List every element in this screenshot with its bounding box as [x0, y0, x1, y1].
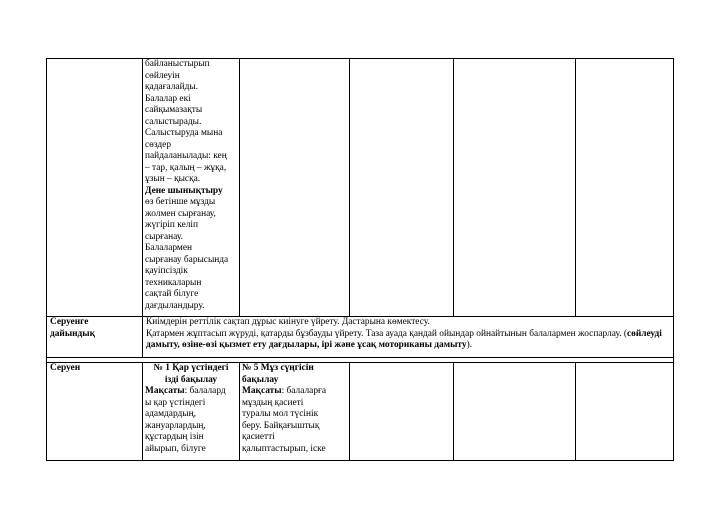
- empty-cell: [576, 59, 674, 317]
- text-line: сақтай білуге: [145, 289, 199, 299]
- activity-text: [145, 59, 237, 186]
- empty-cell: [47, 59, 143, 317]
- activity-description-cell: [143, 59, 240, 317]
- text-line: : балаларға: [281, 386, 327, 396]
- observation-1-cell: [143, 363, 240, 461]
- observation-1-title: [145, 363, 237, 386]
- text-line: құстардың ізін: [145, 432, 204, 442]
- observation-5-cell: [240, 363, 350, 461]
- text-line: қасиетті: [242, 432, 275, 442]
- text-line: туралы мол түсінік: [242, 409, 319, 419]
- label-line: Серуенге: [50, 317, 89, 327]
- prep-text-line: Киімдерін реттілік сақтап дұрыс киінуге үйрету. Дастарына көмектесу.: [146, 317, 430, 327]
- text-line: сөздер: [145, 139, 172, 150]
- empty-cell: [454, 59, 576, 317]
- goal-label: Мақсаты: [145, 386, 185, 396]
- text-line: – тар, қалың – жұқа,: [145, 162, 227, 173]
- physical-education-text: [145, 197, 237, 312]
- text-line: Балалар екі: [145, 93, 191, 104]
- prep-text-end: ).: [466, 340, 473, 350]
- text-line: қадағалайды.: [145, 82, 199, 92]
- table-row-continuation: [47, 59, 674, 317]
- text-line: қалыптастырып, іске: [242, 443, 326, 454]
- text-line: қауіпсіздік: [145, 266, 188, 276]
- text-line: дағдыландыру.: [145, 300, 205, 311]
- text-line: салыстырады.: [145, 116, 202, 127]
- text-line: адамдардың,: [145, 409, 196, 419]
- observation-5-goal: [242, 386, 347, 455]
- text-line: сырғанау барысында: [145, 254, 229, 265]
- text-line: байланыстырып: [145, 59, 210, 69]
- title-line: № 5 Мұз сүңгісін: [242, 363, 314, 373]
- text-line: жолмен сырғанау,: [145, 208, 216, 219]
- text-line: айырып, білуге: [145, 443, 206, 454]
- title-line: бақылау: [242, 374, 279, 385]
- goal-label: Мақсаты: [242, 386, 282, 396]
- lesson-plan-table: [46, 58, 674, 461]
- observation-1-goal: [145, 386, 237, 455]
- text-line: ұзын – қысқа.: [145, 174, 201, 184]
- title-line: ізді бақылау: [164, 374, 218, 385]
- text-line: Балалармен: [145, 243, 193, 253]
- text-line: өз бетінше мұзды: [145, 197, 216, 207]
- label-line: дайындық: [50, 328, 96, 339]
- walk-label: Серуен: [47, 363, 143, 461]
- table-row-walk: [47, 363, 674, 461]
- text-line: сырғанау.: [145, 231, 183, 242]
- text-line: сөйлеуін: [145, 70, 180, 81]
- goal-text: [145, 386, 237, 455]
- walk-preparation-label: [47, 317, 143, 358]
- table-row-walk-preparation: [47, 317, 674, 358]
- empty-cell: [350, 363, 454, 461]
- text-line: мұздың қасиеті: [242, 397, 304, 408]
- text-line: сайқымазақты: [145, 105, 203, 115]
- observation-5-title: [242, 363, 347, 386]
- prep-text-plain: Қатармен жұптасып жүруді, қатарды бұзбауды үйрету. Таза ауада қандай ойындар ойнайтынын балалармен жоспарлау. (: [146, 328, 627, 339]
- text-line: ы қар үстіндегі: [145, 397, 206, 408]
- text-line: жүгіріп келіп: [145, 220, 199, 230]
- text-line: техникаларын: [145, 277, 202, 288]
- physical-education-heading: Дене шынықтыру: [145, 185, 223, 196]
- empty-cell: [350, 59, 454, 317]
- empty-cell: [240, 59, 350, 317]
- title-line: № 1 Қар үстіндегі: [153, 363, 229, 373]
- text-line: жануарлардың,: [145, 420, 206, 431]
- prep-text-bold: сөйлеуді дамыту, өзіне-өзі қызмет ету дағдылары, ірі және ұсақ моториканы дамыту: [146, 328, 662, 350]
- text-line: беру. Байқағыштық: [242, 420, 320, 431]
- text-line: Салыстыруда мына: [145, 128, 223, 138]
- goal-text: [242, 386, 347, 455]
- walk-preparation-text: [143, 317, 674, 358]
- empty-cell: [454, 363, 576, 461]
- text-line: : балалард: [184, 386, 226, 396]
- empty-cell: [576, 363, 674, 461]
- text-line: пайдаланылады: кең: [145, 151, 227, 161]
